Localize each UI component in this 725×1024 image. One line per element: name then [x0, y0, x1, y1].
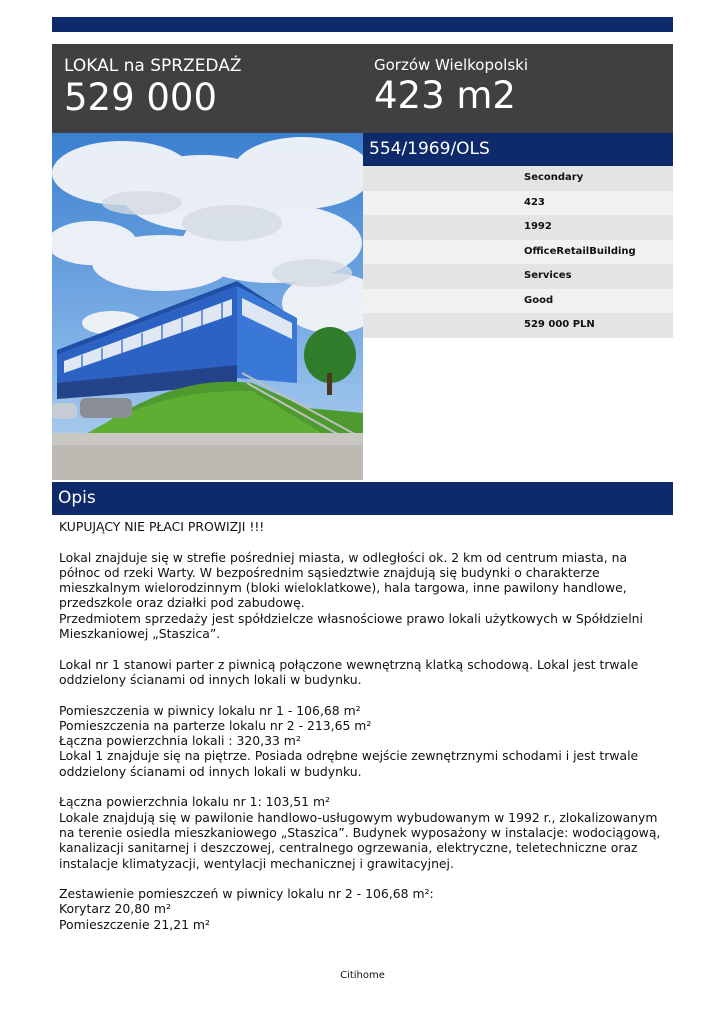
city: Gorzów Wielkopolski	[374, 56, 528, 74]
detail-value: 1992	[524, 221, 552, 232]
detail-row-area	[363, 191, 673, 216]
header-left	[64, 56, 242, 120]
section-title: Opis	[58, 488, 96, 508]
description-paragraph	[59, 871, 671, 886]
description	[59, 519, 671, 932]
detail-row-condition	[363, 289, 673, 314]
detail-value: 423	[524, 196, 545, 208]
detail-value: Services	[524, 270, 572, 281]
description-paragraph: Korytarz 20,80 m²	[59, 901, 171, 917]
description-paragraph: Zestawienie pomieszczeń w piwnicy lokalu nr 2 - 106,68 m²:	[59, 886, 434, 902]
top-accent-bar	[52, 17, 673, 32]
detail-row-year	[363, 215, 673, 240]
description-paragraph: KUPUJĄCY NIE PŁACI PROWIZJI !!!	[59, 519, 265, 534]
detail-value: Good	[524, 294, 554, 306]
detail-row-building-type	[363, 240, 673, 265]
detail-value: Secondary	[524, 172, 584, 183]
header-right	[374, 56, 528, 118]
description-paragraph: Lokale znajdują się w pawilonie handlowo-usługowym wybudowanym w 1992 r., zlokalizowanym na terenie osiedla mieszkaniowego „Staszica”. Budynek wyposażony w instalacje: wodociągową, kanalizacji sanitarnej i deszczowej, centralnego ogrzewania, elektryczne, teletechniczne oraz instalacje klimatyzacji, wentylacji mechanicznej i grawitacyjnej.	[59, 809, 665, 871]
description-paragraph: Przedmiotem sprzedaży jest spółdzielcze własnościowe prawo lokali użytkowych w Spółdzielni Mieszkaniowej „Staszica”.	[59, 610, 647, 642]
description-paragraph: Pomieszczenie 21,21 m²	[59, 916, 210, 932]
description-paragraph	[59, 779, 671, 794]
description-paragraph: Pomieszczenia na parterze lokalu nr 2 - 213,65 m²	[59, 717, 372, 733]
description-paragraph	[59, 534, 671, 549]
description-paragraph: Łączna powierzchnia lokalu nr 1: 103,51 m²	[59, 794, 331, 810]
detail-value: OfficeRetailBuilding	[524, 245, 636, 257]
price: 529 000	[64, 76, 218, 119]
description-paragraph: Pomieszczenia w piwnicy lokalu nr 1 - 106,68 m²	[59, 702, 361, 718]
details-table	[363, 166, 673, 338]
description-paragraph: Lokal znajduje się w strefie pośredniej miasta, w odległości ok. 2 km od centrum miasta, na północ od rzeki Warty. W bezpośrednim sąsiedztwie znajdują się budynki o charakterze mieszkalnym wielorodzinnym (bloki wieloklatkowe), hala targowa, inne pawilony handlowe, przedszkole oraz działki pod zabudowę.	[59, 549, 631, 611]
detail-row-market	[363, 166, 673, 191]
description-paragraph: Lokal nr 1 stanowi parter z piwnicą połączone wewnętrzną klatką schodową. Lokal jest trwale oddzielony ścianami od innych lokali w budynku.	[59, 656, 643, 687]
offer-id: 554/1969/OLS	[369, 139, 490, 159]
section-header-description	[52, 482, 673, 515]
area: 423 m2	[374, 74, 516, 117]
detail-value: 529 000 PLN	[524, 319, 595, 330]
description-paragraph: Łączna powierzchnia lokali : 320,33 m²	[59, 733, 301, 749]
footer-brand: Citihome	[340, 970, 385, 981]
listing-type: LOKAL na SPRZEDAŻ	[64, 56, 242, 76]
description-paragraph: Lokal 1 znajduje się na piętrze. Posiada odrębne wejście zewnętrznymi schodami i jest trwale oddzielony ścianami od innych lokali w budynku.	[59, 748, 643, 779]
offer-id-bar	[363, 133, 673, 166]
listing-header	[52, 44, 673, 133]
property-photo	[52, 133, 363, 480]
detail-row-price	[363, 313, 673, 338]
description-paragraph	[59, 687, 671, 702]
detail-row-purpose	[363, 264, 673, 289]
description-paragraph	[59, 641, 671, 656]
